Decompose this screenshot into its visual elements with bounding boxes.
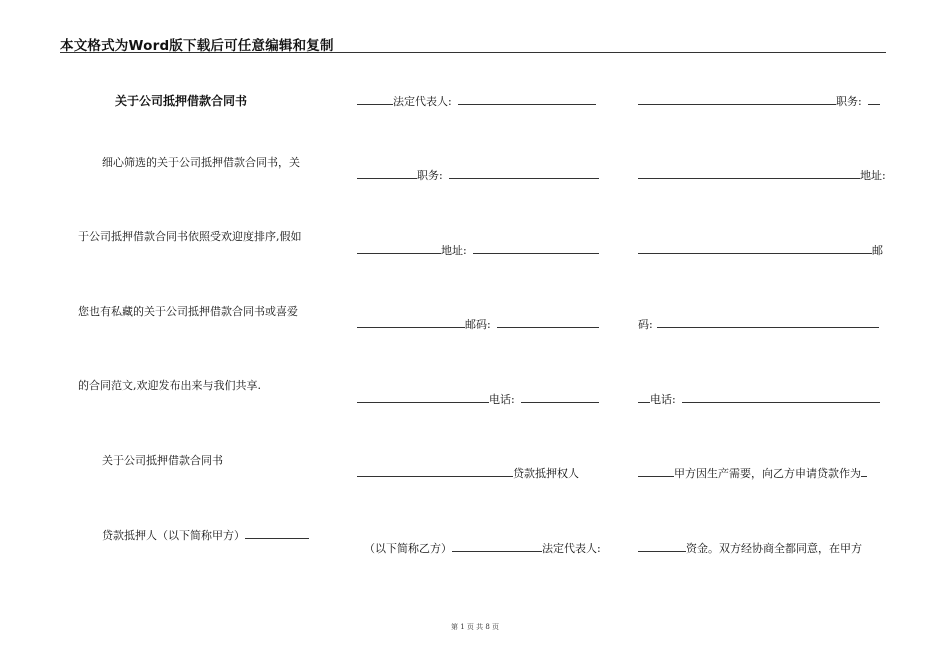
c3-phone-line bbox=[638, 392, 880, 407]
mortgagee-label: 贷款抵押权人 bbox=[513, 467, 579, 480]
c3-address-label: 地址: bbox=[860, 169, 886, 182]
blank-line bbox=[521, 392, 599, 403]
c3-funds-text: 资金。双方经协商全都同意，在甲方 bbox=[686, 542, 862, 555]
phone-line bbox=[357, 392, 599, 407]
blank-line bbox=[357, 466, 513, 477]
c3-postcode-label-a: 邮 bbox=[872, 244, 883, 257]
address-line bbox=[357, 243, 599, 258]
c3-position-line bbox=[638, 94, 880, 109]
c3-phone-label: 电话: bbox=[650, 393, 676, 406]
blank-line bbox=[473, 243, 599, 254]
blank-line bbox=[452, 541, 542, 552]
document-title: 关于公司抵押借款合同书 bbox=[115, 94, 248, 108]
position-line bbox=[357, 168, 599, 183]
blank-line bbox=[449, 168, 599, 179]
c3-position-label: 职务: bbox=[836, 95, 862, 108]
blank-line bbox=[638, 243, 872, 254]
blank-line bbox=[357, 243, 441, 254]
blank-line bbox=[245, 528, 309, 539]
address-label: 地址: bbox=[441, 244, 467, 257]
header-title: 本文格式为Word版下载后可任意编辑和复制 bbox=[60, 38, 334, 54]
intro-line-4: 的合同范文,欢迎发布出来与我们共享. bbox=[78, 379, 261, 392]
blank-line bbox=[357, 94, 393, 105]
blank-line bbox=[638, 94, 836, 105]
blank-line bbox=[638, 466, 674, 477]
phone-label: 电话: bbox=[489, 393, 515, 406]
party-b-line bbox=[364, 541, 601, 556]
header-divider bbox=[60, 52, 886, 53]
postcode-line bbox=[357, 317, 599, 332]
blank-line bbox=[357, 168, 417, 179]
postcode-label: 邮码: bbox=[465, 318, 491, 331]
position-label: 职务: bbox=[417, 169, 443, 182]
blank-line bbox=[861, 466, 867, 477]
blank-line bbox=[657, 317, 879, 328]
c3-postcode-line-b bbox=[638, 317, 879, 332]
mortgagor-label: 贷款抵押人（以下简称甲方） bbox=[102, 529, 245, 542]
intro-line-1: 细心筛选的关于公司抵押借款合同书，关 bbox=[102, 156, 300, 169]
mortgagee-line bbox=[357, 466, 579, 481]
c3-address-line bbox=[638, 168, 886, 183]
c3-reason-line bbox=[638, 466, 867, 481]
legal-rep-2-label: 法定代表人: bbox=[542, 542, 601, 555]
blank-line bbox=[357, 317, 465, 328]
blank-line bbox=[868, 94, 880, 105]
blank-line bbox=[458, 94, 596, 105]
legal-rep-line bbox=[357, 94, 596, 109]
intro-line-3: 您也有私藏的关于公司抵押借款合同书或喜爱 bbox=[78, 305, 298, 318]
contract-subtitle: 关于公司抵押借款合同书 bbox=[102, 454, 223, 467]
c3-postcode-line-a bbox=[638, 243, 883, 258]
blank-line bbox=[357, 392, 489, 403]
legal-rep-label: 法定代表人: bbox=[393, 95, 452, 108]
c3-funds-line bbox=[638, 541, 862, 556]
blank-line bbox=[638, 392, 650, 403]
blank-line bbox=[497, 317, 599, 328]
page-footer: 第 1 页 共 8 页 bbox=[450, 623, 500, 631]
blank-line bbox=[638, 541, 686, 552]
party-b-label: （以下简称乙方） bbox=[364, 542, 452, 555]
c3-reason-text: 甲方因生产需要，向乙方申请贷款作为 bbox=[674, 467, 861, 480]
intro-line-2: 于公司抵押借款合同书依照受欢迎度排序,假如 bbox=[78, 230, 302, 243]
c3-postcode-label-b: 码: bbox=[638, 318, 653, 331]
blank-line bbox=[638, 168, 860, 179]
blank-line bbox=[682, 392, 880, 403]
mortgagor-line bbox=[102, 528, 309, 543]
